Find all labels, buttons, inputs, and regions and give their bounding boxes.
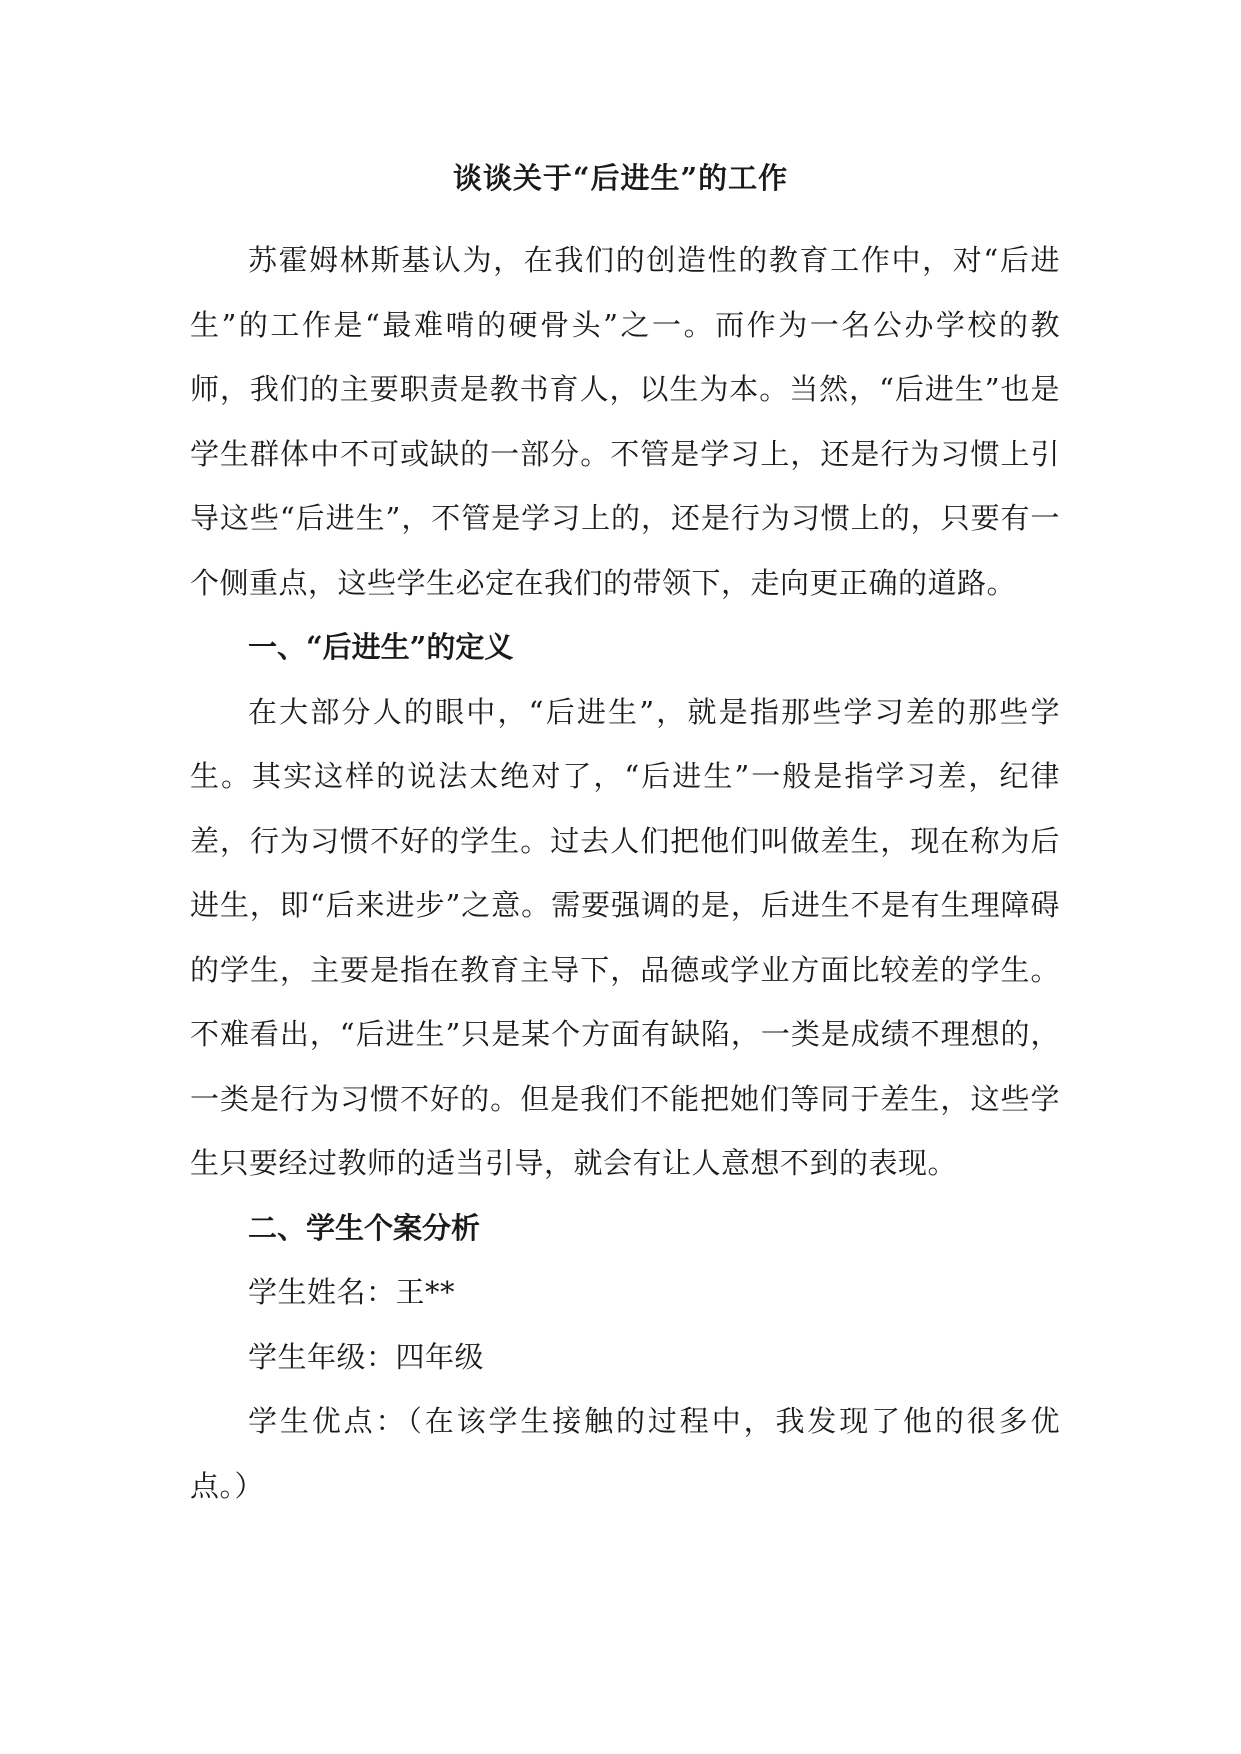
section-heading-definition: 一、“后进生”的定义 — [248, 630, 514, 664]
document-title: 谈谈关于“后进生”的工作 — [452, 161, 789, 195]
section-heading-case-analysis: 二、学生个案分析 — [248, 1210, 481, 1245]
document-body — [190, 228, 1060, 1518]
student-name-line: 学生姓名：王** — [248, 1275, 456, 1309]
intro-paragraph: 苏霍姆林斯基认为，在我们的创造性的教育工作中，对“后进生”的工作是“最难啃的硬骨头”之一。而作为一名公办学校的教师，我们的主要职责是教书育人，以生为本。当然，“后进生”也是学生群体中不可或缺的一部分。不管是学习上，还是行为习惯上引导这些“后进生”，不管是学习上的，还是行为习惯上的，只要有一个侧重点，这些学生必定在我们的带领下，走向更正确的道路。 — [190, 243, 1060, 600]
student-grade-line: 学生年级：四年级 — [248, 1339, 485, 1374]
student-strengths-paragraph: 学生优点：（在该学生接触的过程中，我发现了他的很多优点。） — [190, 1404, 1060, 1503]
definition-paragraph: 在大部分人的眼中，“后进生”，就是指那些学习差的那些学生。其实这样的说法太绝对了，“后进生”一般是指学习差，纪律差，行为习惯不好的学生。过去人们把他们叫做差生，现在称为后进生，即“后来进步”之意。需要强调的是，后进生不是有生理障碍的学生，主要是指在教育主导下，品德或学业方面比较差的学生。不难看出，“后进生”只是某个方面有缺陷，一类是成绩不理想的，一类是行为习惯不好的。但是我们不能把她们等同于差生，这些学生只要经过教师的适当引导，就会有让人意想不到的表现。 — [190, 694, 1060, 1180]
